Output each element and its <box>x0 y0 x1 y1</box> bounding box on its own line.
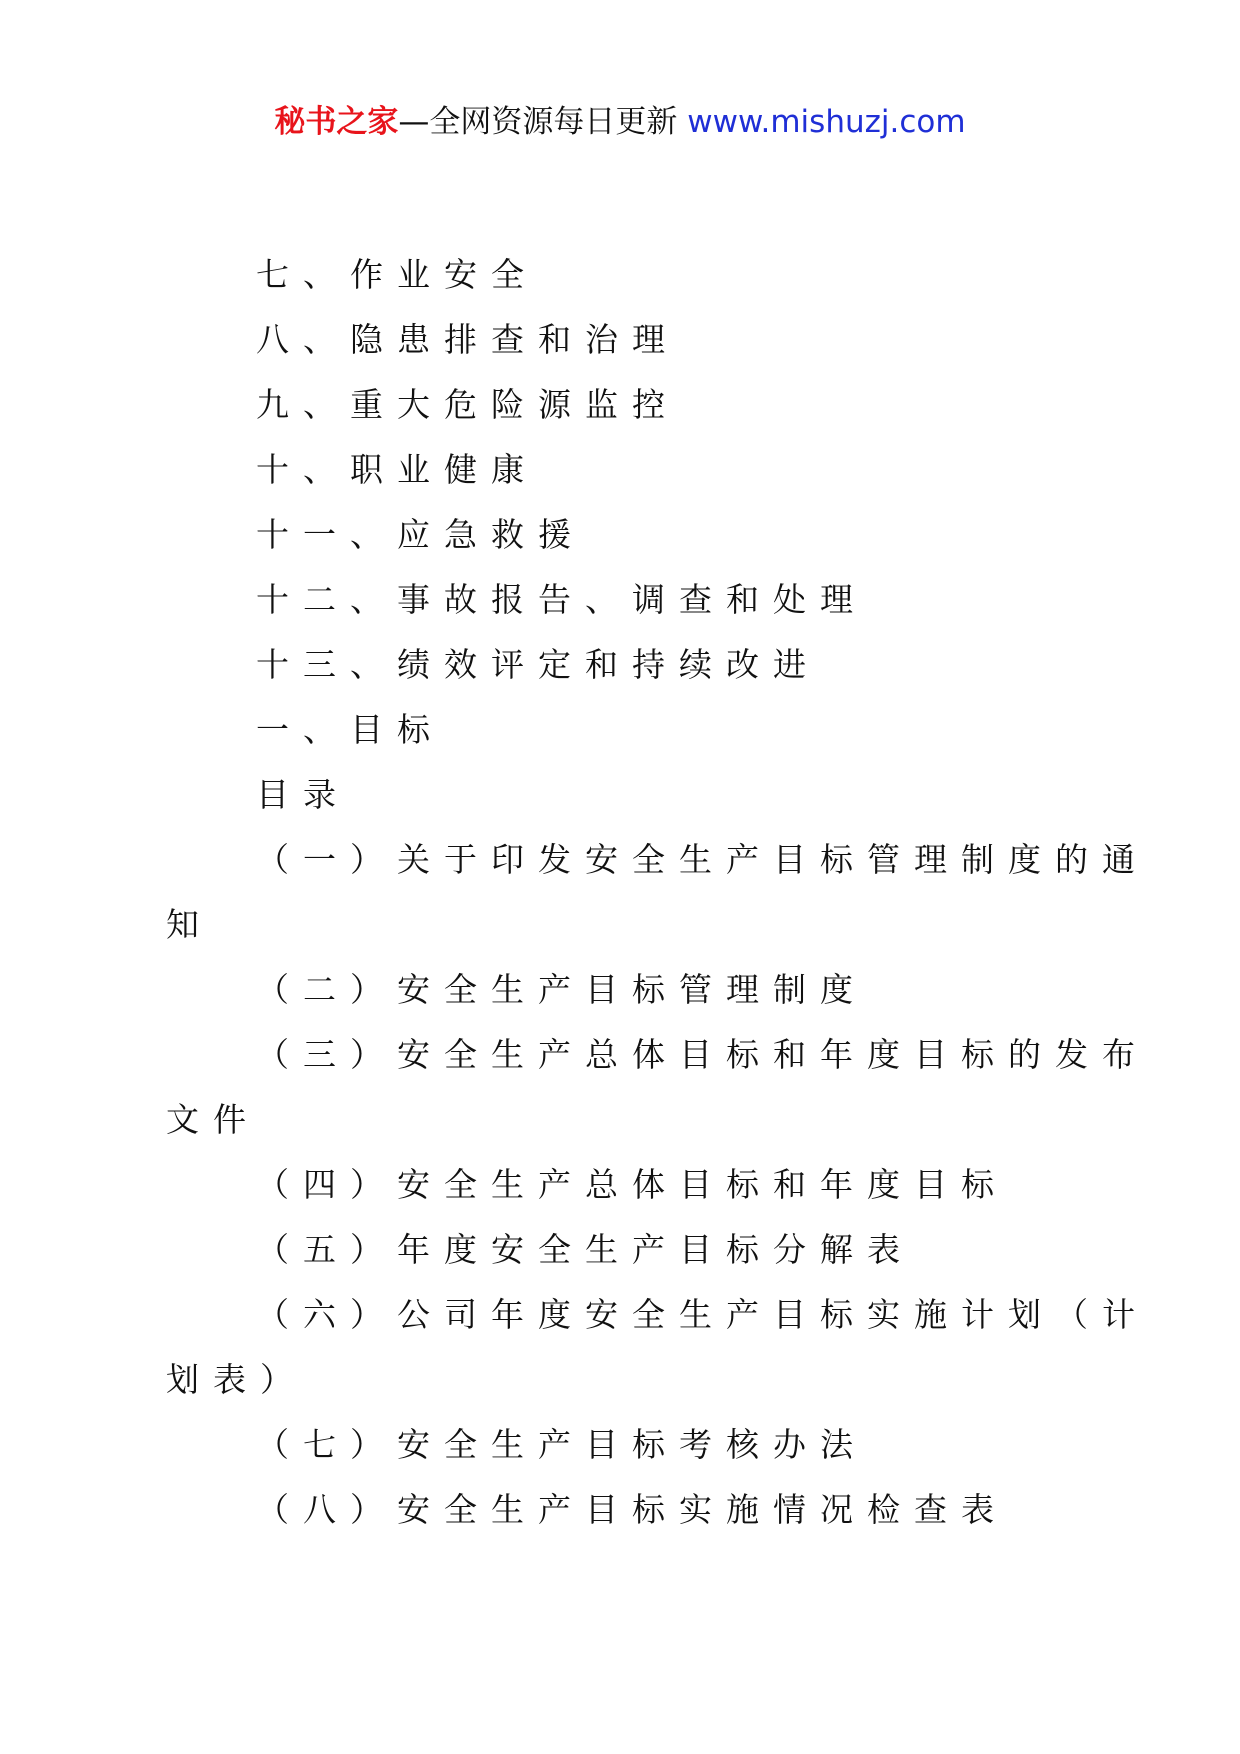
document-body <box>166 242 1149 1542</box>
toc-item-continuation: 划表） <box>166 1360 307 1399</box>
header-tagline: —全网资源每日更新 <box>398 104 688 140</box>
toc-item: （八）安全生产目标实施情况检查表 <box>256 1490 1008 1529</box>
toc-item: （七）安全生产目标考核办法 <box>256 1425 867 1464</box>
brand-name: 秘书之家 <box>274 104 399 140</box>
toc-item: （一）关于印发安全生产目标管理制度的通 <box>256 840 1149 879</box>
toc-item-continuation: 知 <box>166 905 213 944</box>
site-url-link[interactable]: www.mishuzj.com <box>687 104 966 140</box>
text-line: 九、重大危险源监控 <box>256 385 679 424</box>
text-line: 十二、事故报告、调查和处理 <box>256 580 867 619</box>
toc-item: （三）安全生产总体目标和年度目标的发布 <box>256 1035 1149 1074</box>
toc-item: （二）安全生产目标管理制度 <box>256 970 867 1009</box>
toc-item: （六）公司年度安全生产目标实施计划（计 <box>256 1295 1149 1334</box>
toc-item-continuation: 文件 <box>166 1100 260 1139</box>
toc-item: （四）安全生产总体目标和年度目标 <box>256 1165 1008 1204</box>
text-line: 十、职业健康 <box>256 450 538 489</box>
text-line: 十一、应急救援 <box>256 515 585 554</box>
text-line: 八、隐患排查和治理 <box>256 320 679 359</box>
section-heading: 一、目标 <box>256 710 444 749</box>
page-header <box>0 102 1240 142</box>
text-line: 十三、绩效评定和持续改进 <box>256 645 820 684</box>
text-line: 七、作业安全 <box>256 255 538 294</box>
toc-item: （五）年度安全生产目标分解表 <box>256 1230 914 1269</box>
toc-title: 目录 <box>256 775 350 814</box>
